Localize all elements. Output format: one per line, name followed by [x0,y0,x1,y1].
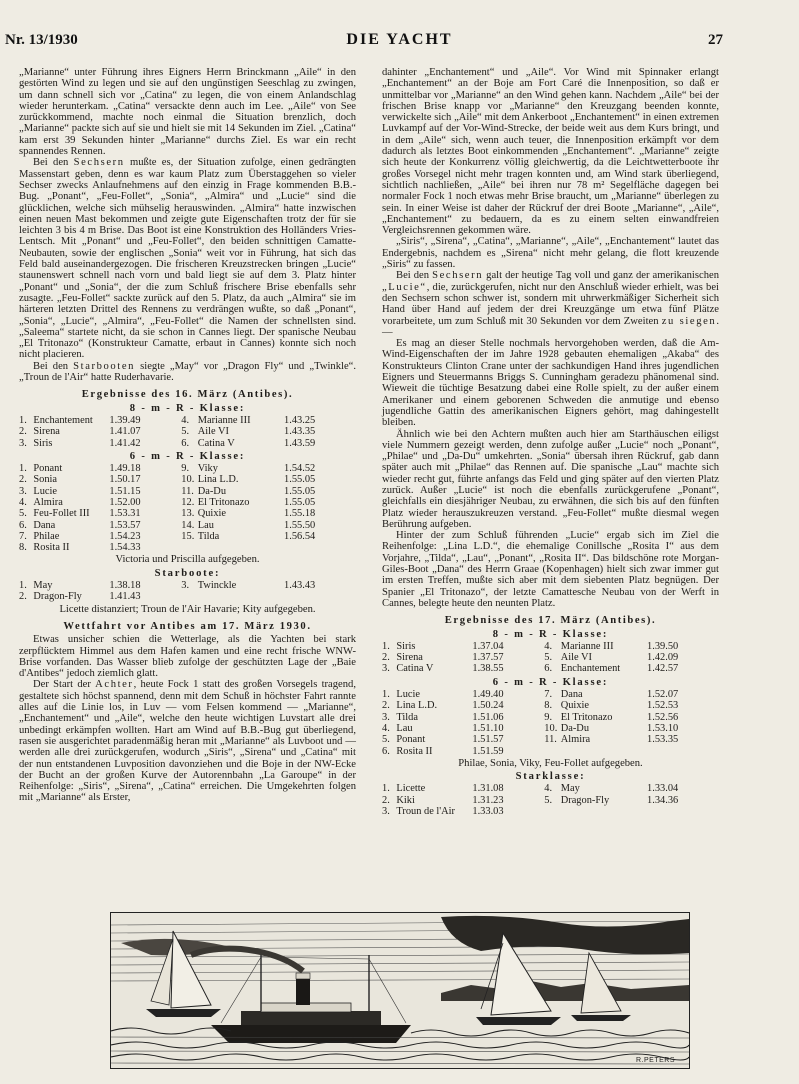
place-number: 6. [544,663,553,675]
boat-name: El Tritonazo [197,496,250,508]
finish-time: 1.43.35 [284,426,316,438]
place-number: 4. [19,496,27,508]
boat-name: Dana [33,519,56,531]
finish-time: 1.34.36 [647,794,679,806]
finish-time [284,542,356,553]
place-number: 2. [19,474,27,486]
finish-time: 1.55.05 [284,496,316,508]
finish-time: 1.43.25 [284,414,316,426]
boat-name: El Tritonazo [560,711,613,723]
issue-number: Nr. 13/1930 [5,32,78,48]
place-number: 1. [382,783,390,795]
results-note: Licette distanziert; Troun de l'Air Havarie; Kity aufgegeben. [59,603,316,615]
boat-name: Da-Du [197,485,227,497]
place-number: 6. [181,437,190,449]
place-number: 5. [544,794,553,806]
results-table [19,463,356,553]
boat-name: Marianne III [560,640,614,652]
place-number: 4. [181,414,190,426]
class-heading: Starklasse: [515,771,586,783]
boat-name: Ponant [33,463,63,475]
class-heading: Starboote: [154,567,221,579]
place-number [181,591,197,602]
place-number: 9. [181,463,190,475]
place-number: 3. [19,485,27,497]
boat-name [561,746,647,757]
results-note: Victoria und Priscilla aufgegeben. [115,554,260,566]
finish-time: 1.53.57 [109,519,141,531]
finish-time: 1.52.00 [109,496,141,508]
table-row [19,542,356,553]
finish-time: 1.51.06 [472,711,504,723]
table-row [382,783,719,794]
finish-time: 1.41.43 [109,591,141,603]
page-number: 27 [708,32,723,48]
place-number: 3. [382,806,390,817]
boat-name: Viky [197,463,218,475]
place-number: 15. [181,530,195,542]
boat-name [561,806,647,817]
boat-name: Troun de l'Air [396,806,456,817]
paragraph: Hinter der zum Schluß führenden „Lucie“ ergab sich im Ziel die Reihenfolge: „Lina L.D.“, die ehemalige Conillsche „Rosita I“ aus dem Vorjahre, „Tilda“, „Lau“, „Ponant“, „Rosita II“. Das bildschöne rote Morgan-Giles-Boot „Dana“ des Herrn Graae (Kopenhagen) hielt sich zwar immer gut im ersten Treffen, mußte sich aber mit dem siebenten Platz begnügen. Der Spanier „El Tritonazo“, der letzte Camattesche Neubau von der Werft in Cannes, belegte heute den neunten Platz. [382,530,719,609]
finish-time: 1.52.56 [647,711,679,723]
table-row [19,520,356,531]
place-number: 9. [544,711,553,723]
place-number: 10. [181,474,195,486]
table-row [19,508,356,519]
table-row [19,591,356,602]
boat-name: Marianne III [197,414,251,426]
boat-name: Enchantement [560,663,621,675]
boat-name: Licette [396,783,426,795]
results-table [382,641,719,675]
finish-time [284,591,356,602]
steamship-illustration [110,912,690,1069]
paragraph: Der Start der Achter, heute Fock 1 statt des großen Vorsegels tragend, gestaltete sich höchst spannend, denn mit dem Schuß in höchster Fahrt rannte alles auf die Linie los, in Luv — vom Felsen kommend — „Marianne“, „Enchantement“ und „Aile“, welche den heute wichtigen Luvstart alle drei unbedingt erkämpfen wollten. Hart am Wind auf B.B.-Bug gut überliegend, rasen sie ausgerichtet paradenmäßig heran mit „Marianne“ als Luvboot und — werden alle drei zurückgerufen, wodurch „Siris“, „Sirena“ und „Catina“ mit der nun entstandenen Luvposition davonziehen und die Boje in der NW-Ecke der Bucht an der großen Kurve der Autorennbahn „La Garoupe“ in der Reihenfolge: „Siris“, „Sirena“, „Catina“ erreichen. Die Umgekehrten folgen mit „Marianne“ als Erster, [19,679,356,804]
finish-time: 1.53.35 [647,734,679,746]
boat-name: Ponant [396,734,426,746]
boat-name: Siris [396,640,416,652]
finish-time: 1.51.57 [472,734,504,746]
finish-time: 1.42.57 [647,663,679,675]
place-number: 1. [382,689,390,701]
boat-name: Lau [396,722,413,734]
boat-name: Lina L.D. [396,700,438,712]
finish-time: 1.54.23 [109,530,141,542]
class-heading: 8 - m - R - Klasse: [492,628,609,640]
harbor-scene-drawing [111,913,689,1068]
boat-name [198,542,284,553]
finish-time: 1.43.43 [284,580,316,592]
finish-time [647,806,719,817]
class-heading: 6 - m - R - Klasse: [129,450,246,462]
table-row [19,415,356,426]
table-row [19,426,356,437]
place-number: 4. [544,640,553,652]
boat-name: Aile VI [197,426,229,438]
boat-name: Sonia [33,474,58,486]
table-row [19,474,356,485]
boat-name: May [560,783,580,795]
finish-time: 1.41.42 [109,437,141,449]
results-note: Philae, Sonia, Viky, Feu-Follet aufgegeben. [458,757,643,769]
left-column [19,67,356,804]
finish-time: 1.31.08 [472,783,504,795]
paragraph: dahinter „Enchantement“ und „Aile“. Vor Wind mit Spinnaker erlangt „Enchantement“ an der Boje am Fort Caré die Innenposition, so daß er unmittelbar vor „Marianne“ an den Wind gehen kann. Nachdem „Aile“ bei der frischen Brise knapp vor „Marianne“ den Kreuzgang beenden konnte, verwickelte sich „Aile“ mit dem Ankerboot „Enchantement“ in einen extremen Luvkampf auf der Vor-Wind-Strecke, der beide weit aus dem Kurs bringt, und in dem „Aile“ sich, wenn auch teuer, die Innenposition erkämpft vor dem dadurch als letztes Boot einkommenden „Enchantement“. „Marianne“ zeigte sich heute der Konkurrenz völlig gleichwertig, da die Leichtwetterboote ihr großes Vorsegel nicht mehr tragen konnten und, am Wind stark überliegend, sichtlich nachließen, „Aile“ bei ihren nur 78 m² Segelfläche dagegen bei normaler Fock 1 noch etwas mehr Brise braucht, um „Marianne“ überlegen zu sein. In einer Weise ist daher der Rückruf der drei Boote „Marianne“, „Aile“, „Enchantement“ zu bedauern, da es zu einem selten einwandfreien Vergleichsrennen gekommen wäre. [382,67,719,237]
boat-name: May [33,580,53,592]
results-table [19,415,356,449]
boat-name: Dragon-Fly [560,794,610,806]
place-number: 2. [382,652,390,664]
boat-name: Rosita II [396,745,433,757]
place-number: 3. [382,711,390,723]
finish-time: 1.53.10 [647,722,679,734]
finish-time: 1.55.50 [284,519,316,531]
boat-name: Enchantement [33,414,93,426]
place-number: 6. [382,745,390,757]
boat-name: Catina V [197,437,235,449]
finish-time: 1.41.07 [109,426,141,438]
boat-name: Tilda [396,711,418,723]
finish-time: 1.37.04 [472,640,504,652]
table-row [382,806,719,817]
place-number: 14. [181,519,195,531]
place-number: 4. [544,783,553,795]
finish-time: 1.56.54 [284,530,316,542]
boat-name: Lucie [396,689,421,701]
class-heading: 6 - m - R - Klasse: [492,676,609,688]
table-row [19,580,356,591]
finish-time [647,746,719,757]
place-number: 13. [181,508,195,520]
table-row [382,795,719,806]
table-row [382,723,719,734]
place-number: 2. [382,700,390,712]
boat-name: Da-Du [560,722,590,734]
boat-name: Lina L.D. [197,474,239,486]
paragraph: „Siris“, „Sirena“, „Catina“, „Marianne“, „Aile“, „Enchantement“ lautet das Endergebnis, nachdem es „Sirena“ nicht mehr gelang, die flott kreuzende „Siris“ zu fassen. [382,236,719,271]
section-title: Wettfahrt vor Antibes am 17. März 1930. [63,620,312,632]
finish-time: 1.31.23 [472,794,504,806]
place-number: 5. [181,426,190,438]
finish-time: 1.38.18 [109,580,141,592]
finish-time: 1.49.40 [472,689,504,701]
boat-name: Dragon-Fly [33,591,82,603]
finish-time: 1.54.33 [109,542,141,554]
right-column [382,67,719,817]
boat-name: Almira [560,734,591,746]
table-row [19,463,356,474]
finish-time: 1.43.59 [284,437,316,449]
boat-name: Kiki [396,794,415,806]
finish-time: 1.39.50 [647,640,679,652]
table-row [382,700,719,711]
table-row [382,663,719,674]
table-row [382,641,719,652]
place-number [544,746,560,757]
paragraph: Bei den Starbooten siegte „May“ vor „Dragon Fly“ und „Twinkle“. „Troun de l'Air“ hatte Ruderhavarie. [19,360,356,384]
boat-name: Feu-Follet III [33,508,90,520]
place-number: 5. [19,508,27,520]
finish-time: 1.33.04 [647,783,679,795]
finish-time: 1.51.59 [472,745,504,757]
place-number: 3. [181,580,190,592]
finish-time: 1.50.17 [109,474,141,486]
place-number: 3. [19,437,27,449]
boat-name: Almira [33,496,63,508]
class-heading: 8 - m - R - Klasse: [129,402,246,414]
place-number: 12. [181,496,195,508]
boat-name: Sirena [396,652,423,664]
finish-time: 1.55.18 [284,508,316,520]
boat-name: Siris [33,437,53,449]
place-number: 5. [544,652,553,664]
table-row [19,497,356,508]
place-number: 3. [382,663,390,675]
boat-name: Catina V [396,663,434,675]
place-number: 6. [19,519,27,531]
boat-name [198,591,284,602]
finish-time: 1.52.53 [647,700,679,712]
paragraph: Bei den Sechsern galt der heutige Tag voll und ganz der amerikanischen „Lucie“, die, zurückgerufen, nicht nur den Anschluß wieder erhielt, was bei den Sechsern schon schwer ist, sondern mit uhrwerkmäßiger Sicherheit sich Hand über Hand auf jedem der drei Kreuzgänge um etwa fünf Plätze vorarbeitete, um zum Schluß mit 30 Sekunden vor dem Zweiten zu siegen. — [382,270,719,338]
boat-name: Rosita II [33,542,70,554]
finish-time: 1.51.15 [109,485,141,497]
boat-name: Lau [197,519,214,531]
results-table [382,783,719,817]
results-title: Ergebnisse des 17. März (Antibes). [444,615,657,627]
place-number: 4. [382,722,390,734]
table-row [382,734,719,745]
finish-time: 1.42.09 [647,652,679,664]
finish-time: 1.51.10 [472,722,504,734]
table-row [19,438,356,449]
place-number: 10. [544,722,558,734]
place-number: 8. [544,700,553,712]
finish-time: 1.55.05 [284,485,316,497]
place-number: 2. [19,426,27,438]
boat-name: Dana [560,689,583,701]
boat-name: Sirena [33,426,60,438]
finish-time: 1.54.52 [284,463,316,475]
paragraph: Bei den Sechsern mußte es, der Situation zufolge, einen gedrängten Massenstart geben, denn es war kaum Platz zum Überstaggehen so vieler Sechser zwecks Anlaufnehmens auf den einzig in Frage kommenden B.B.-Bug. „Ponant“, „Feu-Follet“, „Sonia“, „Almira“ und „Lucie“ sind die glücklichen, welche sich mühselig herauswinden. „Almira“ hatte inzwischen einen neuen Mast bekommen und zeigte gute Eigenschaften trotz der für sie leichten 3 bis 4 m Brise. Das Boot ist eine Konstruktion des Holländers Vries-Lentsch. Mit „Ponant“ und „Feu-Follet“, den beiden schnittigen Camatte-Neubauten, sowie der englischen „Sonia“ weit vor in Führung, hat sich das Feld bald auseinandergezogen. Die frischeren Kreuzstrecken bringen „Lucie“ staunenswert schnell nach vorn und bald liegt sie auf dem 3. Platz hinter „Ponant“ und „Sonia“, der die zum Schluß frischere Brise ebenfalls sehr zusagte. „Feu-Follet“ sackte zurück auf den 5. Platz, da auch „Almira“ sie im härteren letzten Drittel des Rennens zu verdrängen wußte, so daß „Ponant“, „Sonia“, „Lucie“, „Almira“, „Feu-Follet“ die Namen der schnellsten sind. „Saleema“ startete nicht, da sie schon in Cannes liegt. Der spanische Neubau „El Tritonazo“ (Konstrukteur Camatte, erbaut in Cannes) konnte sich noch nicht placieren. [19,157,356,361]
place-number: 1. [19,580,27,592]
table-row [19,486,356,497]
finish-time: 1.37.57 [472,652,504,664]
magazine-title: DIE YACHT [346,31,453,48]
boat-name: Quixie [197,508,227,520]
table-row [382,689,719,700]
finish-time: 1.52.07 [647,689,679,701]
boat-name: Twinckle [197,580,237,592]
place-number: 7. [544,689,553,701]
finish-time: 1.53.31 [109,508,141,520]
finish-time: 1.55.05 [284,474,316,486]
finish-time: 1.33.03 [472,806,504,817]
place-number: 2. [382,794,390,806]
finish-time: 1.49.18 [109,463,141,475]
paragraph: Es mag an dieser Stelle nochmals hervorgehoben werden, daß die Am-Wind-Eigenschaften der im Jahre 1928 gebauten ehemaligen „Akaba“ des Konstrukteurs Clinton Crane unter der sachkundigen Hand ihres jugendlichen Eigners und Steuermanns Briggs S. Cunningham geradezu phänomenal sind. Wieweit die tüchtige Besatzung dabei eine Rolle spielt, zu der außer einem Amerikaner und einem geborenen Schweden die anmutige und ebenso jugendliche Gattin des amerikanischen Eigners gehört, mag dahingestellt bleiben. [382,338,719,429]
boat-name: Aile VI [560,652,592,664]
place-number: 5. [382,734,390,746]
place-number: 2. [19,591,27,603]
boat-name: Philae [33,530,60,542]
place-number: 1. [19,414,27,426]
boat-name: Tilda [197,530,220,542]
place-number: 7. [19,530,27,542]
artist-signature: R.PETERS [635,1057,675,1064]
place-number: 11. [181,485,194,497]
paragraph: „Marianne“ unter Führung ihres Eigners Herrn Brinckmann „Aile“ in den gestörten Wind zu legen und sie auf den ungünstigen Seeschlag zu zwingen, um dann schnell sich vor „Catina“ zu legen, die von einem Anlandschlag wieder herunterkam. „Catina“ versackte denn auch im Lee. „Aile“ von See zurückkommend, machte noch einmal die Situation brenzlich, doch „Marianne“ packte sich auf sie und hielt sie mit 14 Sekunden im Ziel. „Catina“ kam erst 39 Sekunden hinter „Marianne“ durchs Ziel. Es war ein recht spannendes Rennen. [19,67,356,158]
boat-name: Quixie [560,700,590,712]
table-row [382,746,719,757]
finish-time: 1.39.49 [109,414,141,426]
finish-time: 1.50.24 [472,700,504,712]
paragraph: Ähnlich wie bei den Achtern mußten auch hier am Starthäuschen eiligst viele Nummern gezeigt werden, denn zufolge außer „Lucie“ noch „Ponant“, „Philae“ und „Da-Du“ umkehrten. „Sonia“ übersah ihren Rückruf, gab dann später auch mit „Philae“ das Rennen auf. Die spanische „Lau“ machte sich wieder recht gut, führte anfangs das Feld und ging später auf den vierten Platz zurück. Außer „Lucie“ ist noch die ebenfalls zurückgerufene „Ponant“, gleichfalls ein diesjähriger Neubau, zu erwähnen, die sich bis auf den fünften Platz wieder herauszukreuzen verstand. „Feu-Follet“ mußte diesmal wegen Berührung aufgeben. [382,428,719,530]
results-title: Ergebnisse des 16. März (Antibes). [81,389,294,401]
finish-time: 1.38.55 [472,663,504,675]
results-table [19,580,356,603]
table-row [382,712,719,723]
place-number [181,542,197,553]
place-number: 11. [544,734,557,746]
place-number: 1. [382,640,390,652]
results-table [382,689,719,757]
place-number: 1. [19,463,27,475]
table-row [19,531,356,542]
place-number: 8. [19,542,27,554]
table-row [382,652,719,663]
place-number [544,806,560,817]
boat-name: Lucie [33,485,58,497]
paragraph: Etwas unsicher schien die Wetterlage, als die Yachten bei stark zerpflücktem Himmel aus dem Hafen kamen und eine recht frische WNW-Brise vorfanden. Das Wasser blieb zufolge der geschützten Lage der „Baie d'Antibes“ jedoch ziemlich glatt. [19,634,356,680]
